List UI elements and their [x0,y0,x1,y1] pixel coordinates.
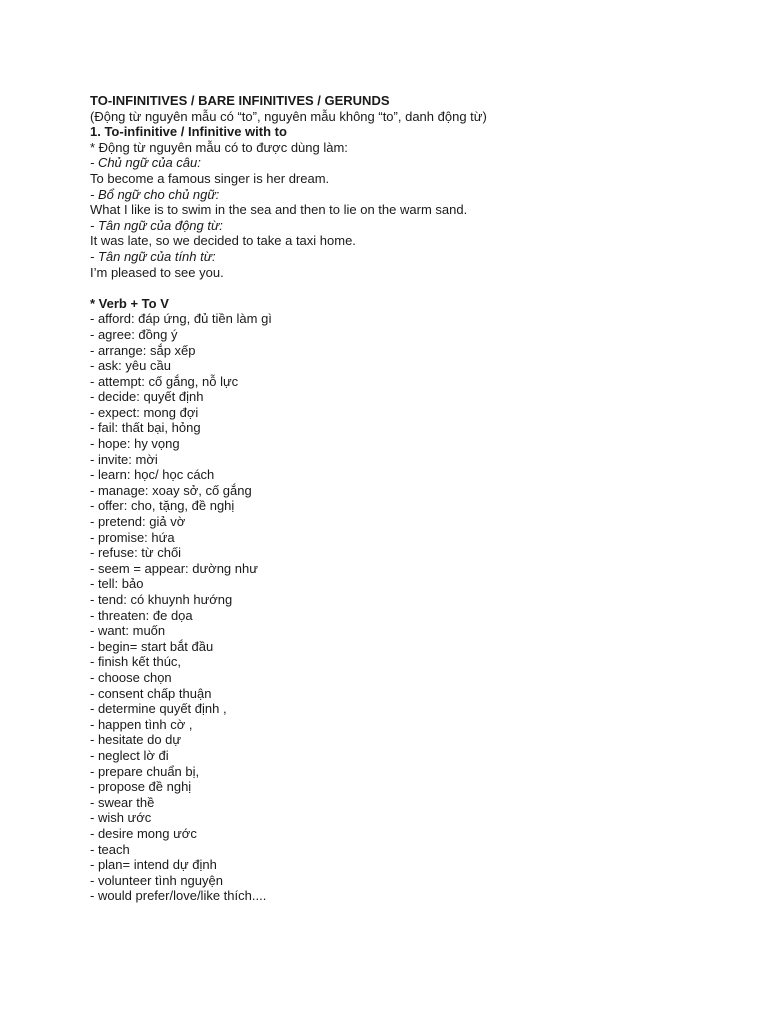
verb-list-item: - agree: đồng ý [90,326,178,342]
verb-list [90,311,730,904]
verb-list-item: - finish kết thúc, [90,654,182,670]
verb-list-item: - arrange: sắp xếp [90,342,196,358]
verb-list-item: - fail: thất bại, hỏng [90,420,201,436]
document-title: TO-INFINITIVES / BARE INFINITIVES / GERUNDS [90,93,390,108]
paragraph-spacer [90,280,730,296]
section1-intro: * Động từ nguyên mẫu có to được dùng làm: [90,139,348,155]
verb-list-item: - learn: học/ học cách [90,467,215,483]
usage-label-subject: - Chủ ngữ của câu: [90,155,201,171]
usage-label-adjective-object: - Tân ngữ của tính từ: [90,248,216,264]
verb-list-item: - desire mong ước [90,825,197,841]
verb-list-item: - pretend: giả vờ [90,514,186,530]
verb-list-item: - decide: quyết định [90,389,204,405]
verb-list-item: - happen tình cờ , [90,716,193,732]
verb-list-item: - afford: đáp ứng, đủ tiền làm gì [90,311,272,327]
verb-list-item: - ask: yêu cầu [90,358,171,374]
verb-list-item: - choose chọn [90,669,172,685]
verb-list-item: - teach [90,841,130,857]
verb-list-item: - volunteer tình nguyện [90,872,223,888]
verb-list-item: - seem = appear: dường như [90,560,258,576]
document-subtitle: (Động từ nguyên mẫu có “to”, nguyên mẫu không “to”, danh động từ) [90,108,487,124]
section1-heading: 1. To-infinitive / Infinitive with to [90,124,287,140]
verb-list-item: - expect: mong đợi [90,404,199,420]
verb-list-item: - refuse: từ chối [90,545,182,561]
verb-list-heading: * Verb + To V [90,295,169,311]
usage-example-complement: What I like is to swim in the sea and then to lie on the warm sand. [90,202,468,218]
verb-list-item: - manage: xoay sở, cố gắng [90,482,252,498]
verb-list-item: - determine quyết định , [90,701,227,717]
usage-label-complement: - Bổ ngữ cho chủ ngữ: [90,186,220,202]
verb-list-item: - tell: bảo [90,576,144,592]
verb-list-item: - would prefer/love/like thích.... [90,888,267,904]
verb-list-item: - begin= start bắt đầu [90,638,214,654]
usage-example-adjective-object: I’m pleased to see you. [90,264,224,280]
verb-list-item: - invite: mời [90,451,158,467]
verb-list-item: - neglect lờ đi [90,747,169,763]
verb-list-item: - consent chấp thuận [90,685,212,701]
verb-list-item: - wish ước [90,810,152,826]
usage-example-verb-object: It was late, so we decided to take a taxi home. [90,233,356,249]
verb-list-item: - offer: cho, tặng, đề nghị [90,498,235,514]
verb-list-item: - tend: có khuynh hướng [90,592,233,607]
verb-list-item: - hesitate do dự [90,732,182,748]
verb-list-item: - threaten: đe dọa [90,607,193,623]
document-page [90,93,730,904]
verb-list-item: - hope: hy vọng [90,436,180,452]
verb-list-item: - attempt: cố gắng, nỗ lực [90,373,239,389]
usage-label-verb-object: - Tân ngữ của động từ: [90,217,223,233]
verb-list-item: - want: muốn [90,623,166,639]
verb-list-item: - promise: hứa [90,529,175,545]
verb-list-item: - plan= intend dự định [90,857,217,873]
usage-example-subject: To become a famous singer is her dream. [90,170,330,186]
verb-list-item: - propose đề nghị [90,779,192,795]
verb-list-item: - swear thề [90,794,155,810]
verb-list-item: - prepare chuẩn bị, [90,763,200,779]
